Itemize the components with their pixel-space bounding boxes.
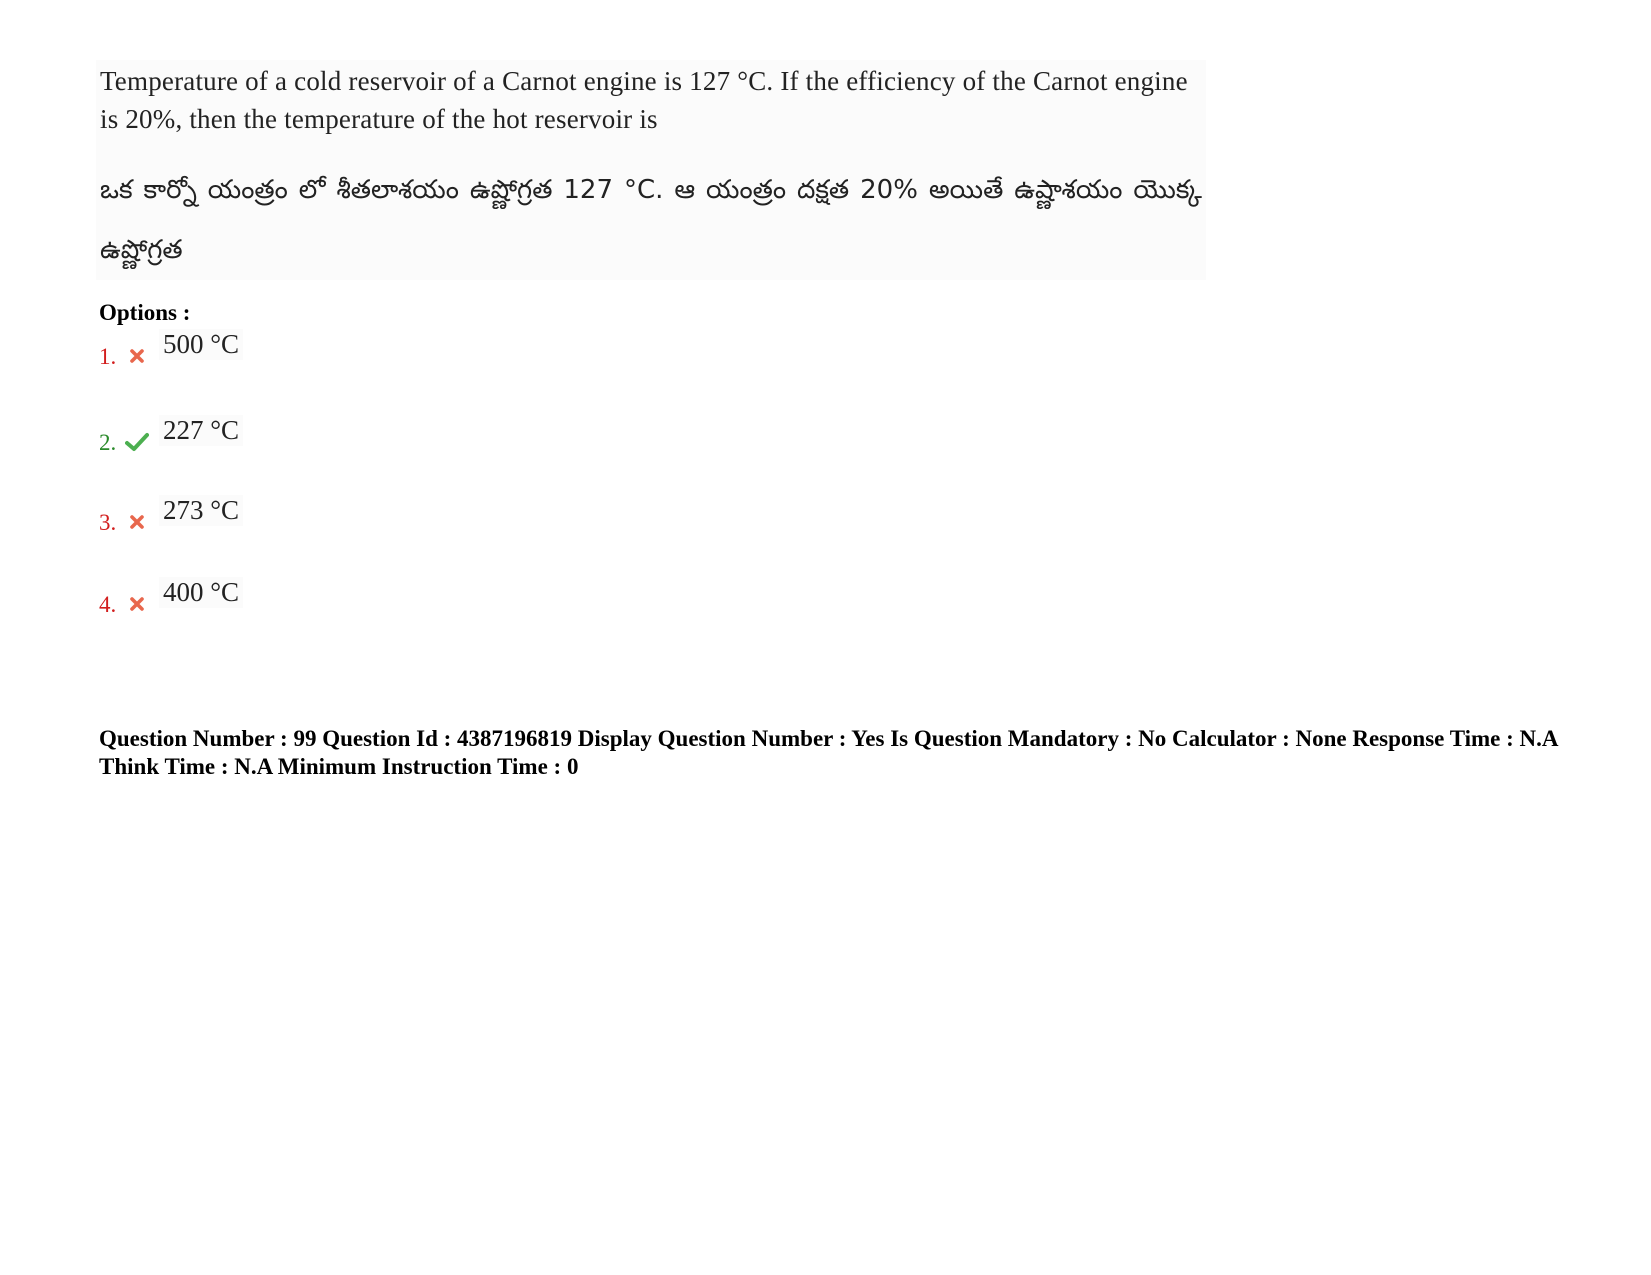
option-number: 2. xyxy=(99,430,117,455)
option-text: 500 °C xyxy=(159,329,243,360)
question-text-english: Temperature of a cold reservoir of a Carnot engine is 127 °C. If the efficiency of the Carnot engine is 20%, then the temperature of the hot reservoir is xyxy=(100,66,1188,134)
question-metadata: Question Number : 99 Question Id : 4387196819 Display Question Number : Yes Is Question Mandatory : No Calculator : None Response Time : N.A Think Time : N.A Minimum Instruction Time : 0 xyxy=(99,726,1558,779)
question-image xyxy=(96,60,1206,280)
option-3 xyxy=(99,496,243,536)
cross-icon xyxy=(125,342,149,370)
option-2 xyxy=(99,416,243,456)
option-text: 400 °C xyxy=(159,577,243,608)
cross-icon xyxy=(125,508,149,536)
option-number: 1. xyxy=(99,344,117,369)
option-4 xyxy=(99,578,243,618)
option-text: 227 °C xyxy=(159,415,243,446)
cross-icon xyxy=(125,590,149,618)
check-icon xyxy=(125,428,149,456)
option-1 xyxy=(99,330,243,370)
question-text-telugu: ఒక కార్నో యంత్రం లో శీతలాశయం ఉష్ణోగ్రత 127 °C. ఆ యంత్రం దక్షత 20% అయితే ఉష్ణాశయం యొక్క ఉష్ణోగ్రత xyxy=(100,175,1202,265)
option-text: 273 °C xyxy=(159,495,243,526)
option-number: 3. xyxy=(99,510,117,535)
options-label: Options : xyxy=(99,300,191,325)
option-number: 4. xyxy=(99,592,117,617)
